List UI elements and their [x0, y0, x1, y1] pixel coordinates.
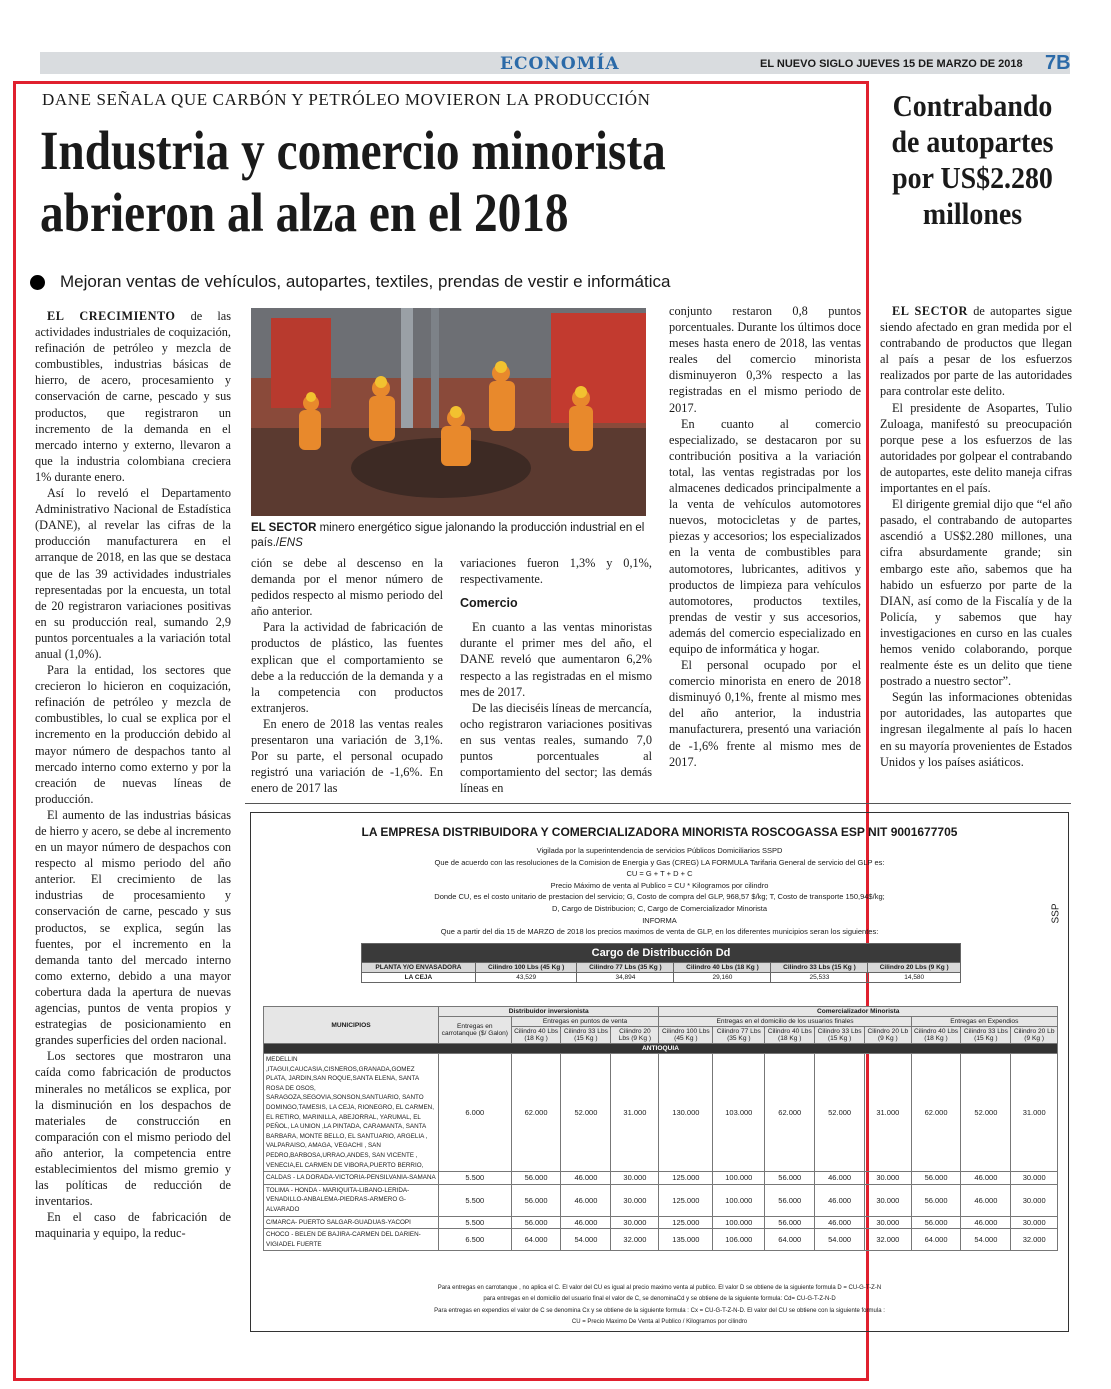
table-header: Cilindro 40 Lbs (18 Kg ) — [911, 1027, 961, 1044]
ad-line: Que a partir del dia 15 de MARZO de 2018 los precios maximos de venta de GLP, en los diferentes municipios seran los siguientes: — [440, 927, 879, 937]
price-cell: 56.000 — [765, 1184, 815, 1216]
table-header: Cilindro 33 Lbs (15 Kg ) — [961, 1027, 1011, 1044]
price-cell: 56.000 — [511, 1216, 561, 1229]
price-cell: 5.500 — [439, 1172, 512, 1185]
price-cell: 103.000 — [713, 1054, 765, 1172]
sidebar-article — [880, 303, 1072, 770]
article-headline — [40, 120, 745, 244]
table-cell: LA CEJA — [362, 973, 476, 983]
price-cell: 6.000 — [439, 1054, 512, 1172]
price-cell: 32.000 — [865, 1229, 912, 1251]
table-cell: 25,533 — [771, 973, 868, 983]
price-cell: 30.000 — [611, 1184, 659, 1216]
article-kicker: DANE SEÑALA QUE CARBÓN Y PETRÓLEO MOVIERON LA PRODUCCIÓN — [42, 90, 651, 109]
price-cell: 54.000 — [815, 1229, 865, 1251]
footnote: Para entregas en expendios el valor de C se denomina Cx y se obtiene de la siguiente formula : Cx = CU-G-T-Z-N-D. El valor del CU se obtiene con la siguiente formula : — [434, 1307, 885, 1314]
price-cell: 100.000 — [713, 1184, 765, 1216]
price-cell: 130.000 — [659, 1054, 713, 1172]
price-cell: 64.000 — [911, 1229, 961, 1251]
sidebar-headline-line: por US$2.280 — [892, 160, 1053, 195]
caption-text: minero energético sigue jalonando la producción industrial en el país./ — [251, 522, 645, 549]
price-cell: 31.000 — [865, 1054, 912, 1172]
workers-illustration — [251, 308, 646, 516]
sidebar-headline-line: Contrabando — [892, 88, 1053, 123]
paragraph: En el caso de fabricación de maquinaria y equipo, la reduc- — [35, 1210, 231, 1241]
paragraph: Según las informaciones obtenidas por autoridades, las autopartes que ingresan ilegalmente al país lo hacen en su mayoría provenientes de Estados Unidos y los países asiáticos. — [880, 690, 1072, 769]
price-cell: 30.000 — [1011, 1172, 1058, 1185]
price-cell: 56.000 — [911, 1184, 961, 1216]
paragraph: En cuanto a las ventas minoristas durante el primer mes del año, el DANE reveló que aumentaron 6,2% respecto a las registradas en el mismo mes de 2017. — [460, 620, 652, 699]
article-subhead: Mejoran ventas de vehículos, autopartes, textiles, prendas de vestir e informática — [60, 272, 671, 291]
sidebar-headline-line: millones — [922, 196, 1023, 231]
publication-date: EL NUEVO SIGLO JUEVES 15 DE MARZO DE 2018 — [760, 58, 1023, 70]
lead-in: EL SECTOR — [892, 304, 968, 318]
price-table-body — [264, 1054, 1058, 1251]
headline-line-2: abrieron al alza en el 2018 — [40, 182, 569, 243]
table-row — [264, 1054, 1058, 1172]
table-header: Cilindro 77 Lbs (35 Kg ) — [577, 963, 674, 973]
price-cell: 52.000 — [815, 1054, 865, 1172]
article-column-4 — [669, 303, 861, 770]
paragraph: ción se debe al descenso en la demanda por el menor número de pedidos respecto al mismo periodo del año anterior. — [251, 556, 443, 619]
table-header: Entregas en el domicilio de los usuarios finales — [659, 1017, 911, 1027]
paragraph: variaciones fueron 1,3% y 0,1%, respectivamente. — [460, 556, 652, 587]
table-cell: 43,529 — [475, 973, 577, 983]
table-row — [264, 1184, 1058, 1216]
sidebar-headline — [889, 88, 1056, 232]
table-header: Cilindro 20 Lbs (9 Kg ) — [611, 1027, 659, 1044]
price-cell: 100.000 — [713, 1216, 765, 1229]
section-name: ECONOMÍA — [500, 54, 620, 74]
price-cell: 62.000 — [765, 1054, 815, 1172]
table-header: Entregas en puntos de venta — [511, 1017, 659, 1027]
paragraph: El dirigente gremial dijo que “el año pasado, el contrabando de autopartes ascendió a US$2.280 millones, una cifra absurdamente grande; sin embargo este año, sabemos que ha habido un esfuerzo por parte de la DIAN, así como de la Fiscalía y de la Policía, y sabemos que hay investigaciones en curso en las cuales hemos venido colaborando, porque realmente éste es un delito que tiene postrado a nuestro sector”. — [880, 497, 1072, 689]
price-cell: 46.000 — [815, 1216, 865, 1229]
table-header: Entregas en Expendios — [911, 1017, 1057, 1027]
price-cell: 31.000 — [1011, 1054, 1058, 1172]
price-cell: 56.000 — [511, 1184, 561, 1216]
paragraph: Así lo reveló el Departamento Administrativo Nacional de Estadística (DANE), al revelar las cifras de la producción manufacturera en el arranque de 2018, en las que se destaca que de las 39 actividades industriales representadas por la encuesta, un total de 20 registraron variaciones positivas en su producción real, sumando 2,9 puntos porcentuales a la variación total anual (1,0%). — [35, 486, 231, 661]
municipios-cell: MEDELLIN ,ITAGUI,CAUCASIA,CISNEROS,GRANADA,GOMEZ PLATA, JARDIN,SAN ROQUE,SANTA ELENA, SANTA ROSA DE OSOS, SARAGOZA,SEGOVIA,SONSON,SANTUARIO, SANTO DOMINGO,TAMESIS, LA CEJA, RIONEGRO, EL CARMEN, EL RETIRO, MARINILLA, ABEJORRAL, YARUMAL, EL PEÑOL, LA UNION ,LA PINTADA, CARAMANTA, SANTA BARBARA, MONTE BELLO, EL SANTUARIO, ARGELIA , VALPARAISO, AMAGA, VEGACHI , SAN PEDRO,BARBOSA,URRAO,ANDES, SAN VICENTE , VENECIA,EL CARMEN DE VIBORA,PUERTO BERRIO, — [264, 1054, 439, 1172]
price-cell: 62.000 — [911, 1054, 961, 1172]
paragraph: Para la actividad de fabricación de productos de plástico, las fuentes explican que el comportamiento se debe a la reducción de la demanda y a la competencia con productos extranjeros. — [251, 620, 443, 715]
price-cell: 46.000 — [961, 1172, 1011, 1185]
price-cell: 64.000 — [511, 1229, 561, 1251]
ad-line: Que de acuerdo con las resoluciones de la Comision de Energia y Gas (CREG) LA FORMULA Tarifaria General de servicio del GLP es: — [434, 857, 885, 867]
price-cell: 56.000 — [911, 1216, 961, 1229]
price-cell: 30.000 — [611, 1172, 659, 1185]
lead-in: EL CRECIMIENTO — [47, 309, 176, 323]
paragraph: de las actividades industriales de coquización, refinación de petróleo y mezcla de combustibles, industrias básicas de hierro, de acero, procesamiento y conservación de carne, pescado y sus productos, que registraron un incremento de la demanda en el mercado interno y externo, llevaron a que la industria colombiana creciera 1% durante enero. — [35, 309, 231, 484]
table-header: Cilindro 100 Lbs (45 Kg ) — [475, 963, 577, 973]
price-cell: 46.000 — [961, 1184, 1011, 1216]
price-cell: 54.000 — [561, 1229, 611, 1251]
table-cell: 29,160 — [674, 973, 771, 983]
price-cell: 125.000 — [659, 1172, 713, 1185]
price-cell: 56.000 — [911, 1172, 961, 1185]
price-cell: 30.000 — [865, 1184, 912, 1216]
paragraph: conjunto restaron 0,8 puntos porcentuales. Durante los últimos doce meses hasta enero de 2018, las ventas reales del comercio minorista disminuyeron 0,3% respecto a las registradas en el mismo periodo de 2017. — [669, 304, 861, 415]
municipios-cell: TOLIMA - HONDA - MARIQUITA-LIBANO-LERIDA-VENADILLO-ANBALEMA-PIEDRAS-ARMERO G-ALVARADO — [264, 1184, 439, 1216]
table-header: Entregas en carrotanque ($/ Galon) — [439, 1017, 512, 1044]
price-cell: 56.000 — [511, 1172, 561, 1185]
article-column-2 — [251, 555, 443, 796]
oil-rig-photo — [251, 308, 646, 516]
price-cell: 30.000 — [865, 1172, 912, 1185]
paragraph: El presidente de Asopartes, Tulio Zuloaga, manifestó su preocupación porque pese a los esfuerzos de las autoridades por golpear el contrabando de autopartes, este delito maneja cifras importantes en el país. — [880, 400, 1072, 496]
price-cell: 56.000 — [765, 1172, 815, 1185]
price-cell: 5.500 — [439, 1216, 512, 1229]
price-table — [263, 1006, 1058, 1251]
table-header: Cilindro 77 Lbs (35 Kg ) — [713, 1027, 765, 1044]
price-cell: 52.000 — [561, 1054, 611, 1172]
table-header: Cilindro 20 Lbs (9 Kg ) — [868, 963, 961, 973]
table-header: Distribuidor inversionista — [439, 1007, 659, 1017]
price-cell: 30.000 — [611, 1216, 659, 1229]
ad-line: D, Cargo de Distribucion; C, Cargo de Comercializador Minorista — [551, 903, 768, 913]
footnote: para entregas en el domicilio del usuario final el valor de C, se denominaCd y se obtiene de la siguiente formula: Cd= CU-G-T-Z-N-D — [483, 1296, 836, 1303]
article-column-3 — [460, 555, 652, 796]
table-header: Comercializador Minorista — [659, 1007, 1058, 1017]
table-header: Cilindro 40 Lbs (18 Kg ) — [674, 963, 771, 973]
price-cell: 46.000 — [961, 1216, 1011, 1229]
paragraph: El aumento de las industrias básicas de hierro y acero, se debe al incremento en un mayor número de despachos con respecto al mismo periodo del año anterior. El crecimiento de las industrias de procesamiento y conservación de carne, pescado y sus productos, se explica, según las fuentes, por el incremento en la demanda tanto del mercado interno como externo, debido a una mayor cobertura dada la apertura de nuevas agencias, puntos de venta propios y estrategias de posicionamiento en grandes superficies del orden nacional. — [35, 807, 231, 1048]
article-column-1 — [35, 308, 231, 1241]
ad-title: LA EMPRESA DISTRIBUIDORA Y COMERCIALIZADORA MINORISTA ROSCOGASSA ESP NIT 9001677705 — [361, 825, 958, 839]
price-cell: 32.000 — [1011, 1229, 1058, 1251]
table-header: Cilindro 33 Lbs (15 Kg ) — [815, 1027, 865, 1044]
photo-caption — [251, 521, 646, 551]
price-cell: 30.000 — [865, 1216, 912, 1229]
ad-footnotes — [251, 1283, 1068, 1329]
paragraph: de autopartes sigue siendo afectado en gran medida por el contrabando de productos que llegan al país a pesar de los esfuerzos realizados por parte de las autoridades para controlar este delito. — [880, 304, 1072, 399]
table-header: MUNICIPIOS — [264, 1007, 439, 1044]
price-cell: 46.000 — [561, 1184, 611, 1216]
price-cell: 106.000 — [713, 1229, 765, 1251]
caption-lead: EL SECTOR — [251, 522, 317, 534]
table-header: Cilindro 33 Lbs (15 Kg ) — [561, 1027, 611, 1044]
page-number: 7B — [1045, 52, 1071, 74]
municipios-cell: CALDAS - LA DORADA-VICTORIA-PENSILVANIA-SAMANA — [264, 1172, 439, 1185]
table-row — [264, 1229, 1058, 1251]
footnote: CU = Precio Maximo De Venta al Publico / Kilogramos por cilindro — [571, 1319, 748, 1326]
table-cell: 14,580 — [868, 973, 961, 983]
price-cell: 32.000 — [611, 1229, 659, 1251]
price-notice-ad — [250, 812, 1069, 1332]
section-divider — [245, 803, 1071, 804]
table-header: Cilindro 40 Lbs (18 Kg ) — [765, 1027, 815, 1044]
paragraph: De las dieciséis líneas de mercancía, ocho registraron variaciones positivas en sus ventas reales, sumando 7,0 puntos porcentuales al comportamiento del sector; las demás líneas en — [460, 700, 652, 796]
table-header: PLANTA Y/O ENVASADORA — [362, 963, 476, 973]
ad-line: Donde CU, es el costo unitario de prestacion del servicio; G, Costo de compra del GLP, 968,57 $/kg; T, Costo de transporte 150,94$/kg; — [434, 892, 885, 902]
table-header: Cilindro 100 Lbs (45 Kg ) — [659, 1027, 713, 1044]
table-cell: 34,894 — [577, 973, 674, 983]
paragraph: Los sectores que mostraron una caída como fabricación de productos minerales no metálicos se explica, por la disminución en los despachos de materiales de construcción en comparación con el mismo periodo del año anterior, la competencia entre establecimientos del mismo gremio y las políticas de reducción de inventarios. — [35, 1049, 231, 1209]
price-cell: 52.000 — [961, 1054, 1011, 1172]
sidebar-headline-line: de autopartes — [891, 124, 1054, 159]
ad-body — [251, 845, 1068, 938]
price-cell: 62.000 — [511, 1054, 561, 1172]
ad-line: Precio Máximo de venta al Publico = CU * Kilogramos por cilindro — [550, 880, 769, 890]
price-cell: 125.000 — [659, 1216, 713, 1229]
table-row — [264, 1216, 1058, 1229]
paragraph: El personal ocupado por el comercio minorista en enero de 2018 disminuyó 0,1%, frente al mismo mes del año anterior, la industria manufacturera, presentó una variación de -1,6% frente al mismo mes de 2017. — [669, 658, 861, 769]
price-cell: 5.500 — [439, 1184, 512, 1216]
headline-line-1: Industria y comercio minorista — [40, 120, 666, 181]
table-title: Cargo de Distribucción Dd — [362, 944, 961, 963]
price-cell: 125.000 — [659, 1184, 713, 1216]
region-band: ANTIOQUIA — [264, 1044, 1058, 1054]
price-cell: 46.000 — [815, 1184, 865, 1216]
price-cell: 46.000 — [561, 1172, 611, 1185]
ad-line: CU = G + T + D + C — [626, 869, 693, 879]
municipios-cell: C/MARCA- PUERTO SALGAR-GUADUAS-YACOPI — [264, 1216, 439, 1229]
table-header: Cilindro 20 Lb (9 Kg ) — [865, 1027, 912, 1044]
price-cell: 6.500 — [439, 1229, 512, 1251]
subsection-heading: Comercio — [460, 596, 518, 611]
price-cell: 135.000 — [659, 1229, 713, 1251]
price-cell: 100.000 — [713, 1172, 765, 1185]
ad-line: Vigilada por la superintendencia de servicios Públicos Domiciliarios SSPD — [536, 846, 783, 855]
table-header: Cilindro 40 Lbs (18 Kg ) — [511, 1027, 561, 1044]
footnote: Para entregas en carrotanque , no aplica el C. El valor del CU es igual al precio maximo venta al publico. El valor D se obtiene de la siguiente formula D = CU-G-T-Z-N — [437, 1285, 882, 1291]
bullet-icon — [30, 275, 45, 290]
price-cell: 30.000 — [1011, 1184, 1058, 1216]
price-cell: 31.000 — [611, 1054, 659, 1172]
table-header: Cilindro 20 Lb (9 Kg ) — [1011, 1027, 1058, 1044]
price-cell: 30.000 — [1011, 1216, 1058, 1229]
price-cell: 56.000 — [765, 1216, 815, 1229]
distribution-charge-table — [361, 943, 961, 983]
table-row — [264, 1172, 1058, 1185]
municipios-cell: CHOCO - BELEN DE BAJIRA-CARMEN DEL DARIEN-VIGIADEL FUERTE — [264, 1229, 439, 1251]
photo-credit: ENS — [279, 537, 303, 549]
paragraph: En enero de 2018 las ventas reales presentaron una variación de 3,1%. Por su parte, el personal ocupado registró una variación de -1,6%. En enero de 2017 las — [251, 716, 443, 796]
ad-line: INFORMA — [642, 915, 677, 925]
paragraph: En cuanto al comercio especializado, se destacaron por su contribución positiva a la variación total, las ventas registradas por los almacenes dedicados principalmente a la venta de vehículos automotores nuevos, motocicletas y de partes, piezas y accesorios; los especializados en la venta de combustibles para automotores, lubricantes, aditivos y productos de limpieza para vehículos automotores, productos textiles, prendas de vestir y sus accesorios, además del comercio especializado en equipo de informática y hogar. — [669, 416, 861, 656]
price-cell: 46.000 — [561, 1216, 611, 1229]
paragraph: Para la entidad, los sectores que crecieron lo hicieron en coquización, refinación de petróleo y mezcla de combustibles, lo cual se explica por el incremento en la producción debido al mayor número de despachos tanto al mercado interno como externo y por la creación de nuevas líneas de producción. — [35, 663, 231, 806]
ssp-logo: SSP — [1050, 903, 1062, 924]
table-header: Cilindro 33 Lbs (15 Kg ) — [771, 963, 868, 973]
price-cell: 64.000 — [765, 1229, 815, 1251]
price-cell: 54.000 — [961, 1229, 1011, 1251]
price-cell: 46.000 — [815, 1172, 865, 1185]
